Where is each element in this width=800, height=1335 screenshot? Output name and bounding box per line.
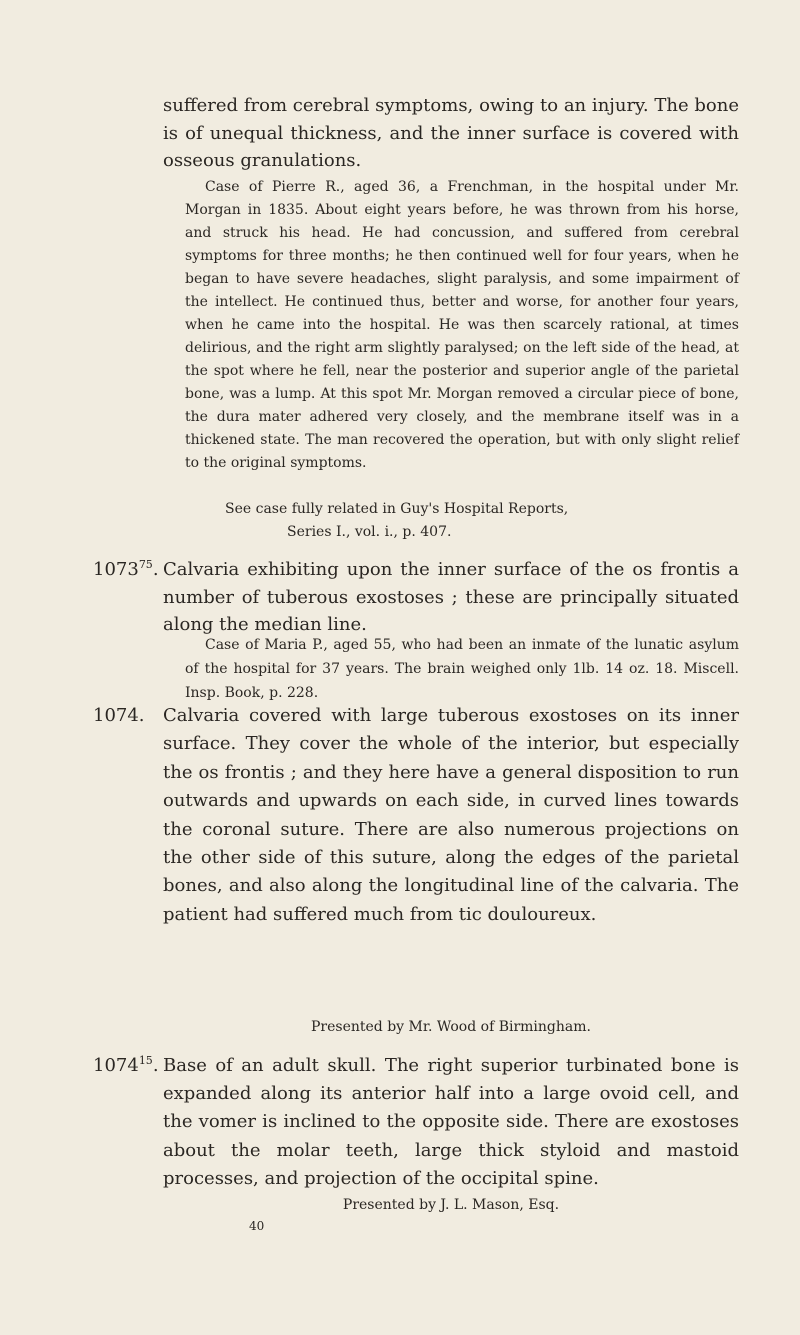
signature-mark: 40 (249, 1219, 265, 1233)
reference-line-1: See case fully related in Guy's Hospital Reports, (225, 501, 569, 517)
continuation-text: suffered from cerebral symptoms, owing to an injury. The bone is of unequal thickness, and the inner surface is covered with osseous granulations. (163, 95, 739, 171)
entry-note-1074-15: Presented by J. L. Mason, Esq. (342, 1197, 560, 1213)
entry-number-1074: 1074. (93, 705, 145, 726)
reference-line-2: Series I., vol. i., p. 407. (287, 524, 452, 540)
entry-number-1073-75: 1073$^{75}$. (93, 558, 159, 580)
entry-number-1074-15: 1074$^{15}$. (93, 1054, 159, 1076)
entry-note-1074: Presented by Mr. Wood of Birmingham. (311, 1019, 591, 1035)
entry-note-1073-75: Case of Maria P., aged 55, who had been an inmate of the lunatic asylum of the hospital for 37 years. The brain weighed only 1lb. 14 oz. 18. Miscell. Insp. Book, p. 228. (185, 637, 739, 701)
entry-description-1074-15: Base of an adult skull. The right superior turbinated bone is expanded along its anterior half into a large ovoid cell, and the vomer is inclined to the opposite side. There are exostoses about the molar teeth, large thick styloid and mastoid processes, and projection of the occipital spine. (163, 1055, 739, 1189)
case-note-pierre: Case of Pierre R., aged 36, a Frenchman, in the hospital under Mr. Morgan in 1835. About eight years before, he was thrown from his horse, and struck his head. He had concussion, and suffered from cerebral symptoms for three months; he then continued well for four years, when he began to have severe headaches, slight paralysis, and some impairment of the intellect. He continued thus, better and worse, for another four years, when he came into the hospital. He was then scarcely rational, at times delirious, and the right arm slightly paralysed; on the left side of the head, at the spot where he fell, near the posterior and superior angle of the parietal bone, was a lump. At this spot Mr. Morgan removed a circular piece of bone, the dura mater adhered very closely, and the membrane itself was in a thickened state. The man recovered the operation, but with only slight relief to the original symptoms. (185, 179, 739, 471)
entry-description-1073-75: Calvaria exhibiting upon the inner surface of the os frontis a number of tuberous exostoses ; these are principally situated along the median line. (163, 559, 739, 635)
entry-description-1074: Calvaria covered with large tuberous exostoses on its inner surface. They cover the whole of the interior, but especially the os frontis ; and they here have a general disposition to run outwards and upwards on each side, in curved lines towards the coronal suture. There are also numerous projections on the other side of this suture, along the edges of the parietal bones, and also along the longitudinal line of the calvaria. The patient had suffered much from tic douloureux. (163, 705, 739, 925)
